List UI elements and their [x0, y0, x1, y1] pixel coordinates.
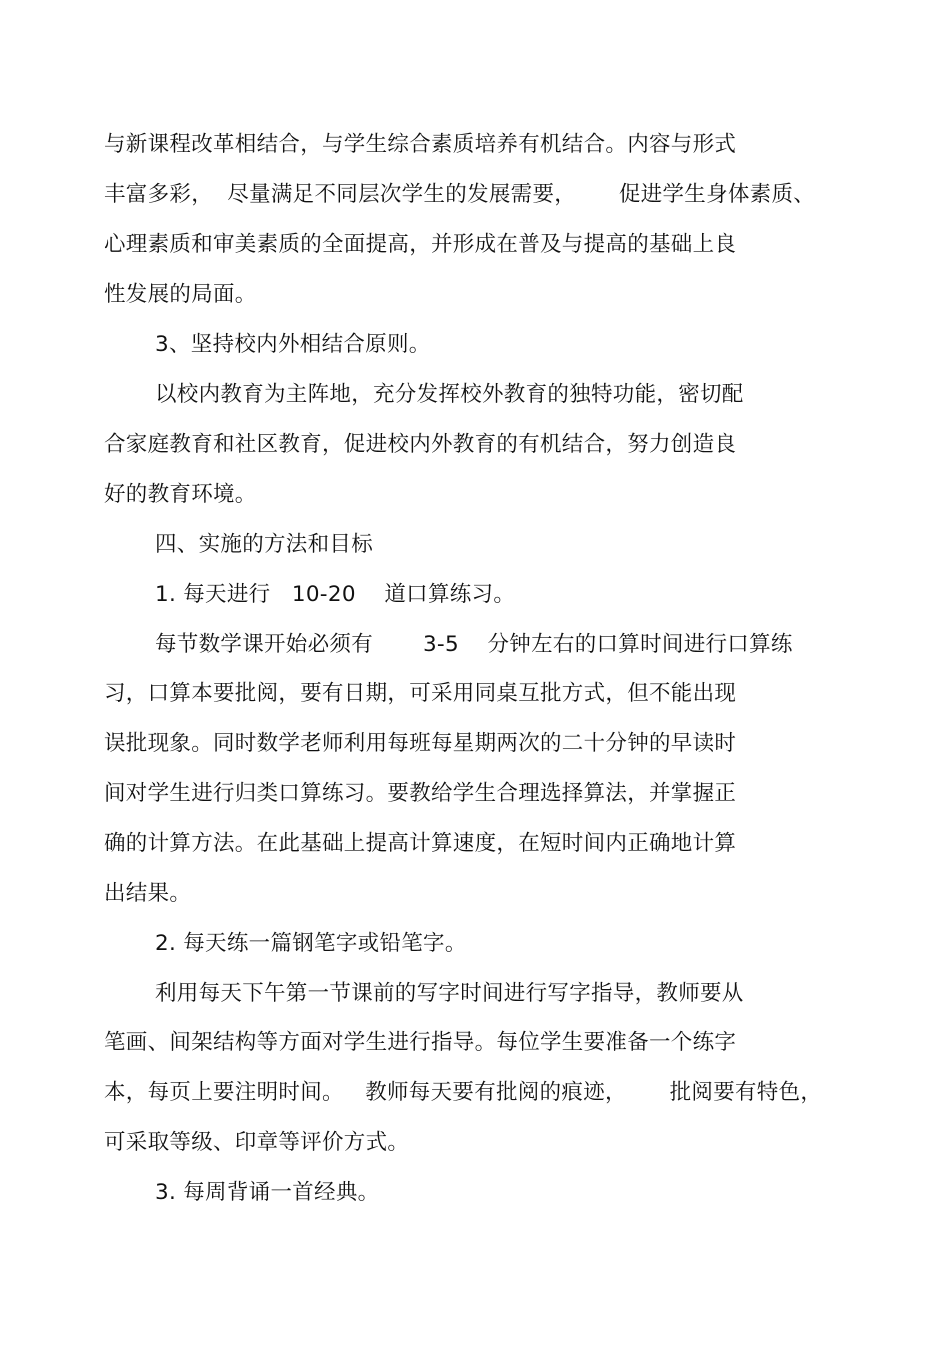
section-heading: 四、实施的方法和目标 [155, 532, 374, 557]
text-line: 每节数学课开始必须有 3-5 分钟左右的口算时间进行口算练 [155, 632, 793, 657]
section-heading: 3、坚持校内外相结合原则。 [155, 332, 431, 357]
text-line: 与新课程改革相结合，与学生综合素质培养有机结合。内容与形式 [104, 132, 737, 157]
text-line: 利用每天下午第一节课前的写字时间进行写字指导，教师要从 [155, 981, 744, 1006]
text-line: 习，口算本要批阅，要有日期，可采用同桌互批方式，但不能出现 [104, 681, 737, 706]
list-item-heading: 1. 每天进行 10-20 道口算练习。 [155, 582, 516, 607]
list-item-heading: 3. 每周背诵一首经典。 [155, 1180, 380, 1205]
text-line: 误批现象。同时数学老师利用每班每星期两次的二十分钟的早读时 [104, 731, 737, 756]
text-line: 出结果。 [104, 881, 192, 906]
text-line: 本，每页上要注明时间。 教师每天要有批阅的痕迹， 批阅要有特色， [104, 1080, 823, 1105]
text-line: 心理素质和审美素质的全面提高，并形成在普及与提高的基础上良 [104, 232, 737, 257]
text-line: 间对学生进行归类口算练习。要教给学生合理选择算法，并掌握正 [104, 781, 737, 806]
list-item-heading: 2. 每天练一篇钢笔字或铅笔字。 [155, 931, 467, 956]
text-line: 好的教育环境。 [104, 482, 257, 507]
text-line: 确的计算方法。在此基础上提高计算速度，在短时间内正确地计算 [104, 831, 737, 856]
text-line: 以校内教育为主阵地，充分发挥校外教育的独特功能，密切配 [155, 382, 744, 407]
text-line: 丰富多彩， 尽量满足不同层次学生的发展需要， 促进学生身体素质、 [104, 182, 816, 207]
text-line: 笔画、间架结构等方面对学生进行指导。每位学生要准备一个练字 [104, 1030, 737, 1055]
text-line: 性发展的局面。 [104, 282, 257, 307]
text-line: 合家庭教育和社区教育，促进校内外教育的有机结合，努力创造良 [104, 432, 737, 457]
text-line: 可采取等级、印章等评价方式。 [104, 1130, 410, 1155]
